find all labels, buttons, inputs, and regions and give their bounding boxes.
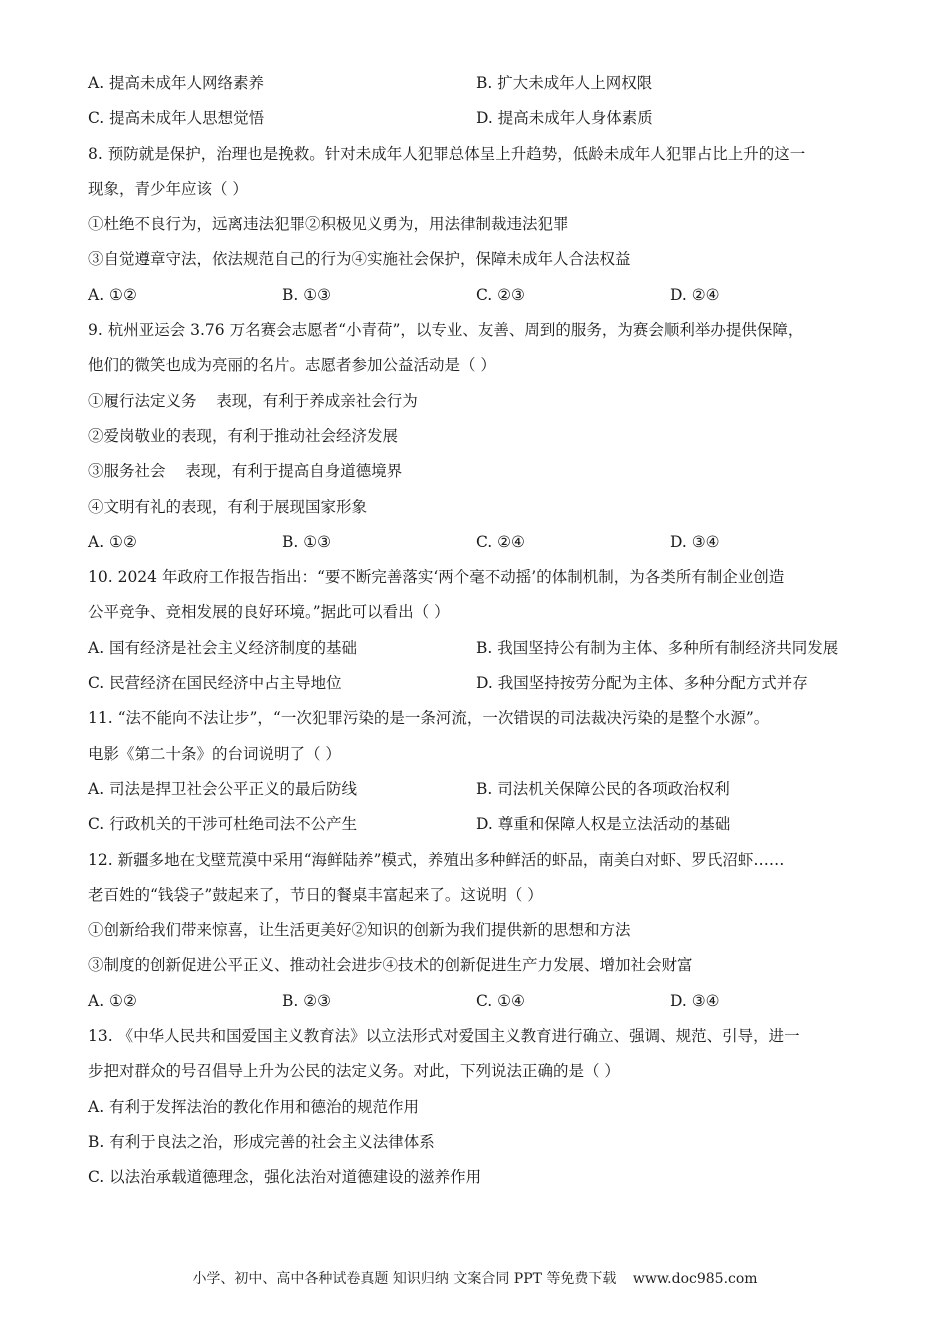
q9-statement-3: ③服务社会 表现，有利于提高自身道德境界 <box>88 462 403 481</box>
q11-option-a: A. 司法是捍卫社会公平正义的最后防线 <box>88 779 358 798</box>
q10-options-row2 <box>88 666 878 701</box>
q13-stem-line1: 13. 《中华人民共和国爱国主义教育法》以立法形式对爱国主义教育进行确立、强调、规范、引导，进一 <box>88 1027 800 1046</box>
q12-option-c: C. ①④ <box>476 991 525 1010</box>
q11-option-c: C. 行政机关的干涉可杜绝司法不公产生 <box>88 815 358 834</box>
q13-stem-line2: 步把对群众的号召倡导上升为公民的法定义务。对此，下列说法正确的是（ ） <box>88 1062 620 1081</box>
q9-options <box>88 525 878 560</box>
q9-statement-2: ②爱岗敬业的表现，有利于推动社会经济发展 <box>88 426 399 445</box>
q9-statement-1: ①履行法定义务 表现，有利于养成亲社会行为 <box>88 391 418 410</box>
q10-option-a: A. 国有经济是社会主义经济制度的基础 <box>88 638 358 657</box>
q11-stem-line1: 11. “法不能向不法让步”，“一次犯罪污染的是一条河流，一次错误的司法裁决污染的是整个水源”。 <box>88 709 770 728</box>
q11-options-row1 <box>88 772 878 807</box>
q8-stem-line2: 现象，青少年应该（ ） <box>88 179 248 198</box>
q7-option-c: C. 提高未成年人思想觉悟 <box>88 109 265 128</box>
q10-option-c: C. 民营经济在国民经济中占主导地位 <box>88 674 342 693</box>
q10-option-d: D. 我国坚持按劳分配为主体、多种分配方式并存 <box>476 674 808 693</box>
q8-option-a: A. ①② <box>88 285 137 304</box>
q11-stem-line2: 电影《第二十条》的台词说明了（ ） <box>88 744 341 763</box>
footer-text: 小学、初中、高中各种试卷真题 知识归纳 文案合同 PPT 等免费下载 <box>192 1271 617 1287</box>
q12-statement-1: ①创新给我们带来惊喜，让生活更美好②知识的创新为我们提供新的思想和方法 <box>88 921 631 940</box>
q9-stem-line2: 他们的微笑也成为亮丽的名片。志愿者参加公益活动是（ ） <box>88 356 496 375</box>
q13-option-a: A. 有利于发挥法治的教化作用和德治的规范作用 <box>88 1097 420 1116</box>
q8-stem-line1: 8. 预防就是保护，治理也是挽救。针对未成年人犯罪总体呈上升趋势，低龄未成年人犯罪占比上升的这一 <box>88 144 806 163</box>
q10-stem-line1: 10. 2024 年政府工作报告指出：“要不断完善落实‘两个毫不动摇’的体制机制，为各类所有制企业创造 <box>88 568 785 587</box>
q13-option-b: B. 有利于良法之治，形成完善的社会主义法律体系 <box>88 1132 435 1151</box>
q12-statement-2: ③制度的创新促进公平正义、推动社会进步④技术的创新促进生产力发展、增加社会财富 <box>88 956 693 975</box>
q11-option-d: D. 尊重和保障人权是立法活动的基础 <box>476 815 731 834</box>
q12-option-d: D. ③④ <box>670 991 720 1010</box>
q8-statement-1: ①杜绝不良行为，远离违法犯罪②积极见义勇为，用法律制裁违法犯罪 <box>88 215 569 234</box>
q7-option-d: D. 提高未成年人身体素质 <box>476 109 653 128</box>
q12-option-a: A. ①② <box>88 991 137 1010</box>
page-footer <box>0 1268 950 1288</box>
q8-statement-2: ③自觉遵章守法，依法规范自己的行为④实施社会保护，保障未成年人合法权益 <box>88 250 631 269</box>
q8-option-c: C. ②③ <box>476 285 525 304</box>
q12-stem-line2: 老百姓的“钱袋子”鼓起来了，节日的餐桌丰富起来了。这说明（ ） <box>88 885 543 904</box>
q9-option-b: B. ①③ <box>282 532 332 551</box>
q13-option-c: C. 以法治承载道德理念，强化法治对道德建设的滋养作用 <box>88 1168 482 1187</box>
q7-options-row1 <box>88 66 878 101</box>
q12-options <box>88 984 878 1019</box>
q9-option-a: A. ①② <box>88 532 137 551</box>
exam-page <box>88 66 878 1196</box>
q9-statement-4: ④文明有礼的表现，有利于展现国家形象 <box>88 497 368 516</box>
q11-options-row2 <box>88 807 878 842</box>
q7-options-row2 <box>88 101 878 136</box>
q11-option-b: B. 司法机关保障公民的各项政治权利 <box>476 779 730 798</box>
q12-stem-line1: 12. 新疆多地在戈壁荒漠中采用“海鲜陆养”模式，养殖出多种鲜活的虾品，南美白对虾、罗氏沼虾…… <box>88 850 785 869</box>
q10-option-b: B. 我国坚持公有制为主体、多种所有制经济共同发展 <box>476 638 839 657</box>
q7-option-b: B. 扩大未成年人上网权限 <box>476 74 653 92</box>
q10-options-row1 <box>88 631 878 666</box>
q10-stem-line2: 公平竞争、竞相发展的良好环境。”据此可以看出（ ） <box>88 603 450 622</box>
q12-option-b: B. ②③ <box>282 991 332 1010</box>
q7-option-a: A. 提高未成年人网络素养 <box>88 74 265 92</box>
q8-option-d: D. ②④ <box>670 285 720 304</box>
q8-options <box>88 278 878 313</box>
q9-option-d: D. ③④ <box>670 532 720 551</box>
q9-option-c: C. ②④ <box>476 532 525 551</box>
footer-url[interactable]: www.doc985.com <box>632 1271 758 1287</box>
q9-stem-line1: 9. 杭州亚运会 3.76 万名赛会志愿者“小青荷”，以专业、友善、周到的服务，为赛会顺利举办提供保障， <box>88 321 804 340</box>
q8-option-b: B. ①③ <box>282 285 332 304</box>
